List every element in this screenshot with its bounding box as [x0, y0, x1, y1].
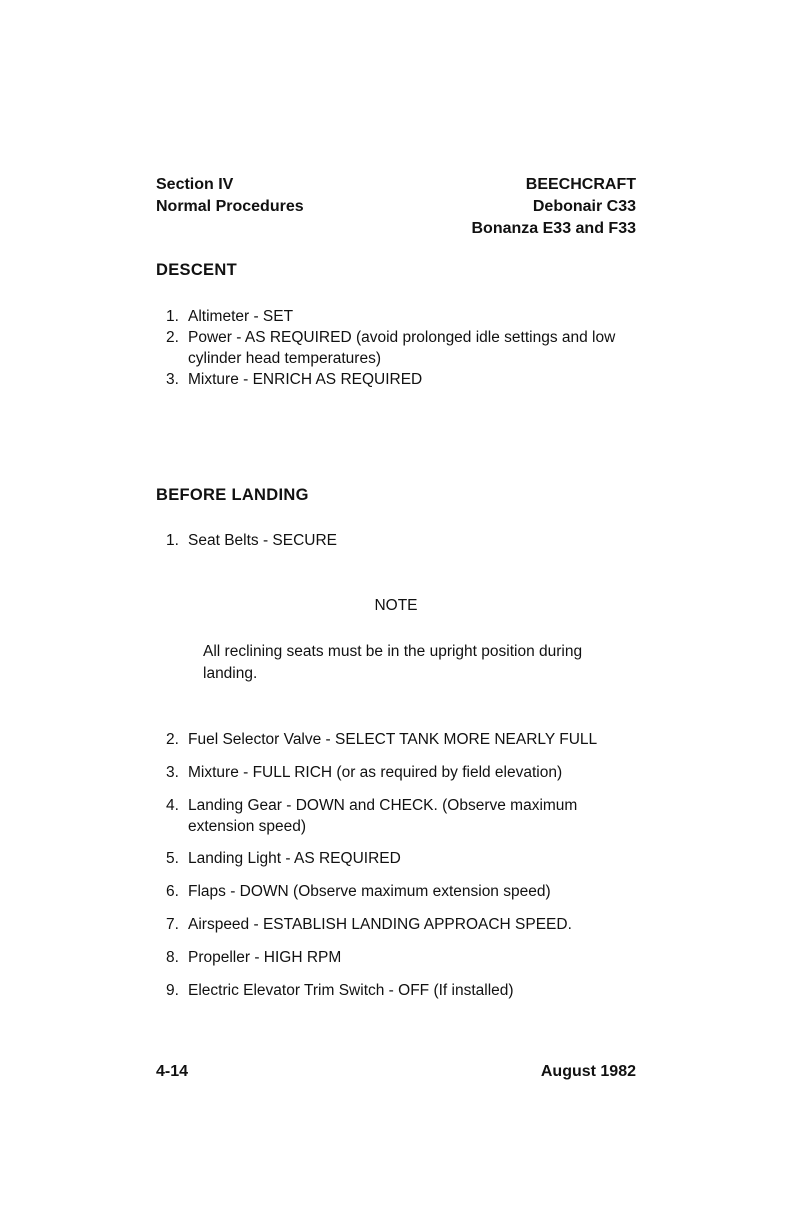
list-item [166, 947, 636, 968]
item-text: Seat Belts - SECURE [188, 532, 338, 549]
item-text: Propeller - HIGH RPM [188, 949, 342, 966]
item-text: Mixture - FULL RICH (or as required by field elevation) [188, 764, 563, 781]
list-item [166, 795, 636, 837]
subsection-label: Normal Procedures [156, 198, 304, 215]
list-item [166, 881, 636, 902]
list-item [166, 369, 636, 390]
list-item [166, 980, 636, 1001]
model-label-1: Debonair C33 [532, 198, 636, 215]
before-landing-list-b [166, 729, 636, 1013]
item-number: 3. [166, 764, 179, 781]
list-item [166, 306, 636, 327]
section-label: Section IV [156, 176, 234, 193]
item-number: 1. [166, 532, 179, 549]
list-item [166, 848, 636, 869]
item-number: 7. [166, 916, 179, 933]
item-text: Electric Elevator Trim Switch - OFF (If installed) [188, 982, 514, 999]
item-number: 2. [166, 731, 179, 748]
list-item [166, 327, 636, 369]
item-number: 3. [166, 371, 179, 388]
item-text: Fuel Selector Valve - SELECT TANK MORE NEARLY FULL [188, 731, 598, 748]
item-text: Landing Gear - DOWN and CHECK. (Observe maximum extension speed) [188, 797, 578, 835]
item-number: 2. [166, 329, 179, 346]
list-item [166, 762, 636, 783]
item-number: 5. [166, 850, 179, 867]
before-landing-list-a [166, 530, 636, 551]
list-item [166, 914, 636, 935]
item-text: Airspeed - ESTABLISH LANDING APPROACH SPEED. [188, 916, 572, 933]
model-label-2: Bonanza E33 and F33 [471, 220, 636, 237]
header-right [472, 174, 637, 240]
note-text: All reclining seats must be in the upright position during landing. [203, 643, 583, 682]
note-title: NOTE [374, 597, 418, 614]
list-item [166, 530, 636, 551]
item-text: Landing Light - AS REQUIRED [188, 850, 401, 867]
item-number: 1. [166, 308, 179, 325]
header-left [156, 174, 304, 218]
manufacturer-label: BEECHCRAFT [525, 176, 636, 193]
item-text: Mixture - ENRICH AS REQUIRED [188, 371, 423, 388]
item-number: 9. [166, 982, 179, 999]
item-number: 6. [166, 883, 179, 900]
page-date: August 1982 [540, 1063, 636, 1080]
manual-page [156, 0, 636, 1224]
before-landing-title: BEFORE LANDING [156, 486, 309, 504]
item-text: Altimeter - SET [188, 308, 294, 325]
item-text: Power - AS REQUIRED (avoid prolonged idle settings and low cylinder head temperatures) [188, 329, 616, 367]
item-text: Flaps - DOWN (Observe maximum extension speed) [188, 883, 551, 900]
page-number: 4-14 [156, 1063, 189, 1080]
item-number: 4. [166, 797, 179, 814]
descent-list [166, 306, 636, 390]
list-item [166, 729, 636, 750]
descent-title: DESCENT [156, 261, 237, 279]
item-number: 8. [166, 949, 179, 966]
